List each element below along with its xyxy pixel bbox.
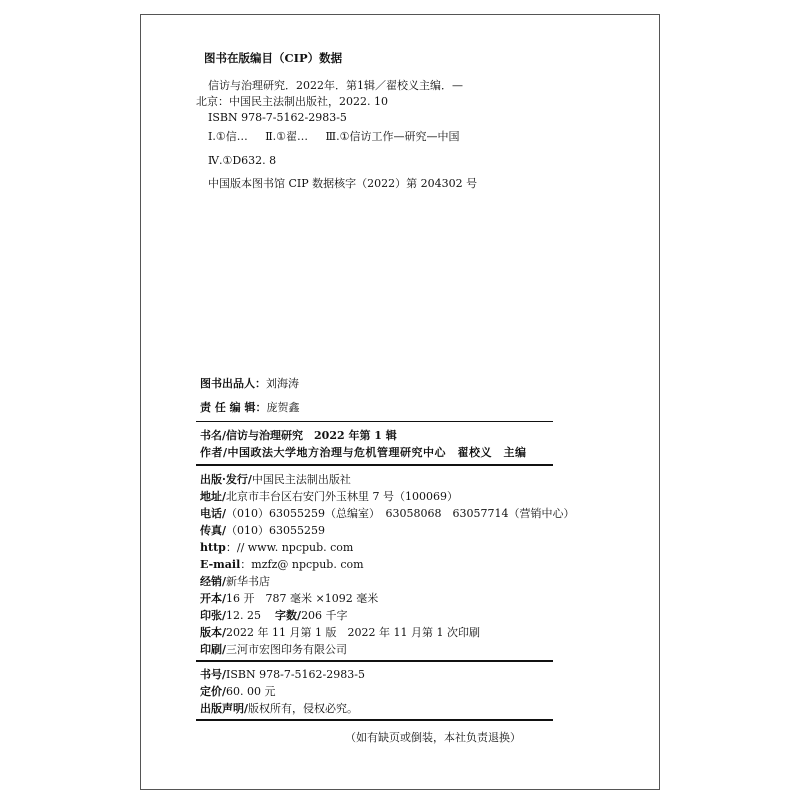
words-value: 206 千字: [301, 609, 348, 622]
format-line: [200, 592, 378, 606]
edition-line: [200, 626, 480, 640]
editor-line: [200, 401, 300, 415]
sheets-value: 12. 25: [226, 609, 262, 622]
address-value: 北京市丰台区右安门外玉林里 7 号（100069）: [226, 490, 459, 503]
price-line: [200, 685, 276, 699]
fax-value: （010）63055259: [226, 524, 326, 537]
producer-line: [200, 377, 299, 391]
edition-label: 版本/: [200, 626, 227, 639]
price-label: 定价/: [200, 685, 227, 698]
divider-top: [196, 421, 553, 422]
book-title-label: 书名/: [200, 429, 227, 442]
cip-title: 图书在版编目（CIP）数据: [204, 51, 343, 65]
publisher-value: 中国民主法制出版社: [251, 473, 351, 486]
website-line: [200, 541, 353, 555]
divider-book: [196, 464, 553, 466]
producer-label: 图书出品人：: [200, 377, 266, 390]
book-title-line: [200, 429, 397, 443]
format-label: 开本/: [200, 592, 227, 605]
fax-line: [200, 524, 325, 538]
phone-label: 电话/: [200, 507, 227, 520]
address-label: 地址/: [200, 490, 227, 503]
rights-line: [200, 702, 358, 716]
sheets-line: [200, 609, 348, 623]
publisher-label: 出版·发行/: [200, 473, 252, 486]
email-line: [200, 558, 364, 572]
address-line: [200, 490, 458, 504]
distributor-label: 经销/: [200, 575, 227, 588]
phone-line: [200, 507, 575, 521]
book-number-line: [200, 668, 365, 682]
publisher-line: [200, 473, 351, 487]
website-value: ：// www. npcpub. com: [225, 541, 354, 554]
cip-class-4: Ⅳ.①D632. 8: [208, 154, 277, 167]
book-author-label: 作者/: [200, 446, 228, 459]
book-author-line: [200, 446, 527, 460]
email-value: ：mzfz@ npcpub. com: [240, 558, 364, 571]
website-label: http: [200, 541, 226, 554]
cip-class-1: Ⅰ.①信…: [208, 130, 248, 143]
phone-value: （010）63055259（总编室） 63058068 63057714（营销中心）: [226, 507, 575, 520]
book-number-label: 书号/: [200, 668, 227, 681]
book-author-value: 中国政法大学地方治理与危机管理研究中心 翟校义 主编: [227, 446, 527, 459]
divider-bottom: [196, 719, 553, 721]
printer-value: 三河市宏图印务有限公司: [226, 643, 348, 656]
printer-line: [200, 643, 347, 657]
edition-value: 2022 年 11 月第 1 版 2022 年 11 月第 1 次印刷: [226, 626, 480, 639]
producer-name: 刘海涛: [266, 377, 299, 390]
distributor-line: [200, 575, 270, 589]
cip-line-1: 信访与治理研究．2022年．第1辑／翟校义主编．—: [208, 79, 463, 92]
book-title-value: 信访与治理研究 2022 年第 1 辑: [226, 429, 397, 442]
cip-isbn: ISBN 978-7-5162-2983-5: [208, 111, 347, 124]
fax-label: 传真/: [200, 524, 227, 537]
sheets-label: 印张/: [200, 609, 227, 622]
cip-line-2: 北京：中国民主法制出版社，2022. 10: [196, 95, 388, 108]
distributor-value: 新华书店: [226, 575, 271, 588]
cip-class-2: Ⅱ.①翟…: [265, 130, 309, 143]
words-label: 字数/: [275, 609, 302, 622]
editor-name: 庞贺鑫: [266, 401, 300, 414]
rights-value: 版权所有，侵权必究。: [248, 702, 359, 715]
cip-class-3: Ⅲ.①信访工作—研究—中国: [325, 130, 460, 143]
email-label: E-mail: [200, 558, 241, 571]
price-value: 60. 00 元: [226, 685, 276, 698]
cip-classification: [208, 130, 460, 144]
format-value: 16 开 787 毫米 ×1092 毫米: [226, 592, 379, 605]
book-number-value: ISBN 978-7-5162-2983-5: [226, 668, 365, 681]
rights-label: 出版声明/: [200, 702, 249, 715]
editor-label: 责 任 编 辑：: [200, 401, 267, 414]
replacement-notice: （如有缺页或倒装，本社负责退换）: [345, 731, 521, 744]
cip-record: 中国版本图书馆 CIP 数据核字（2022）第 204302 号: [208, 177, 478, 190]
divider-footer: [196, 660, 553, 662]
printer-label: 印刷/: [200, 643, 227, 656]
